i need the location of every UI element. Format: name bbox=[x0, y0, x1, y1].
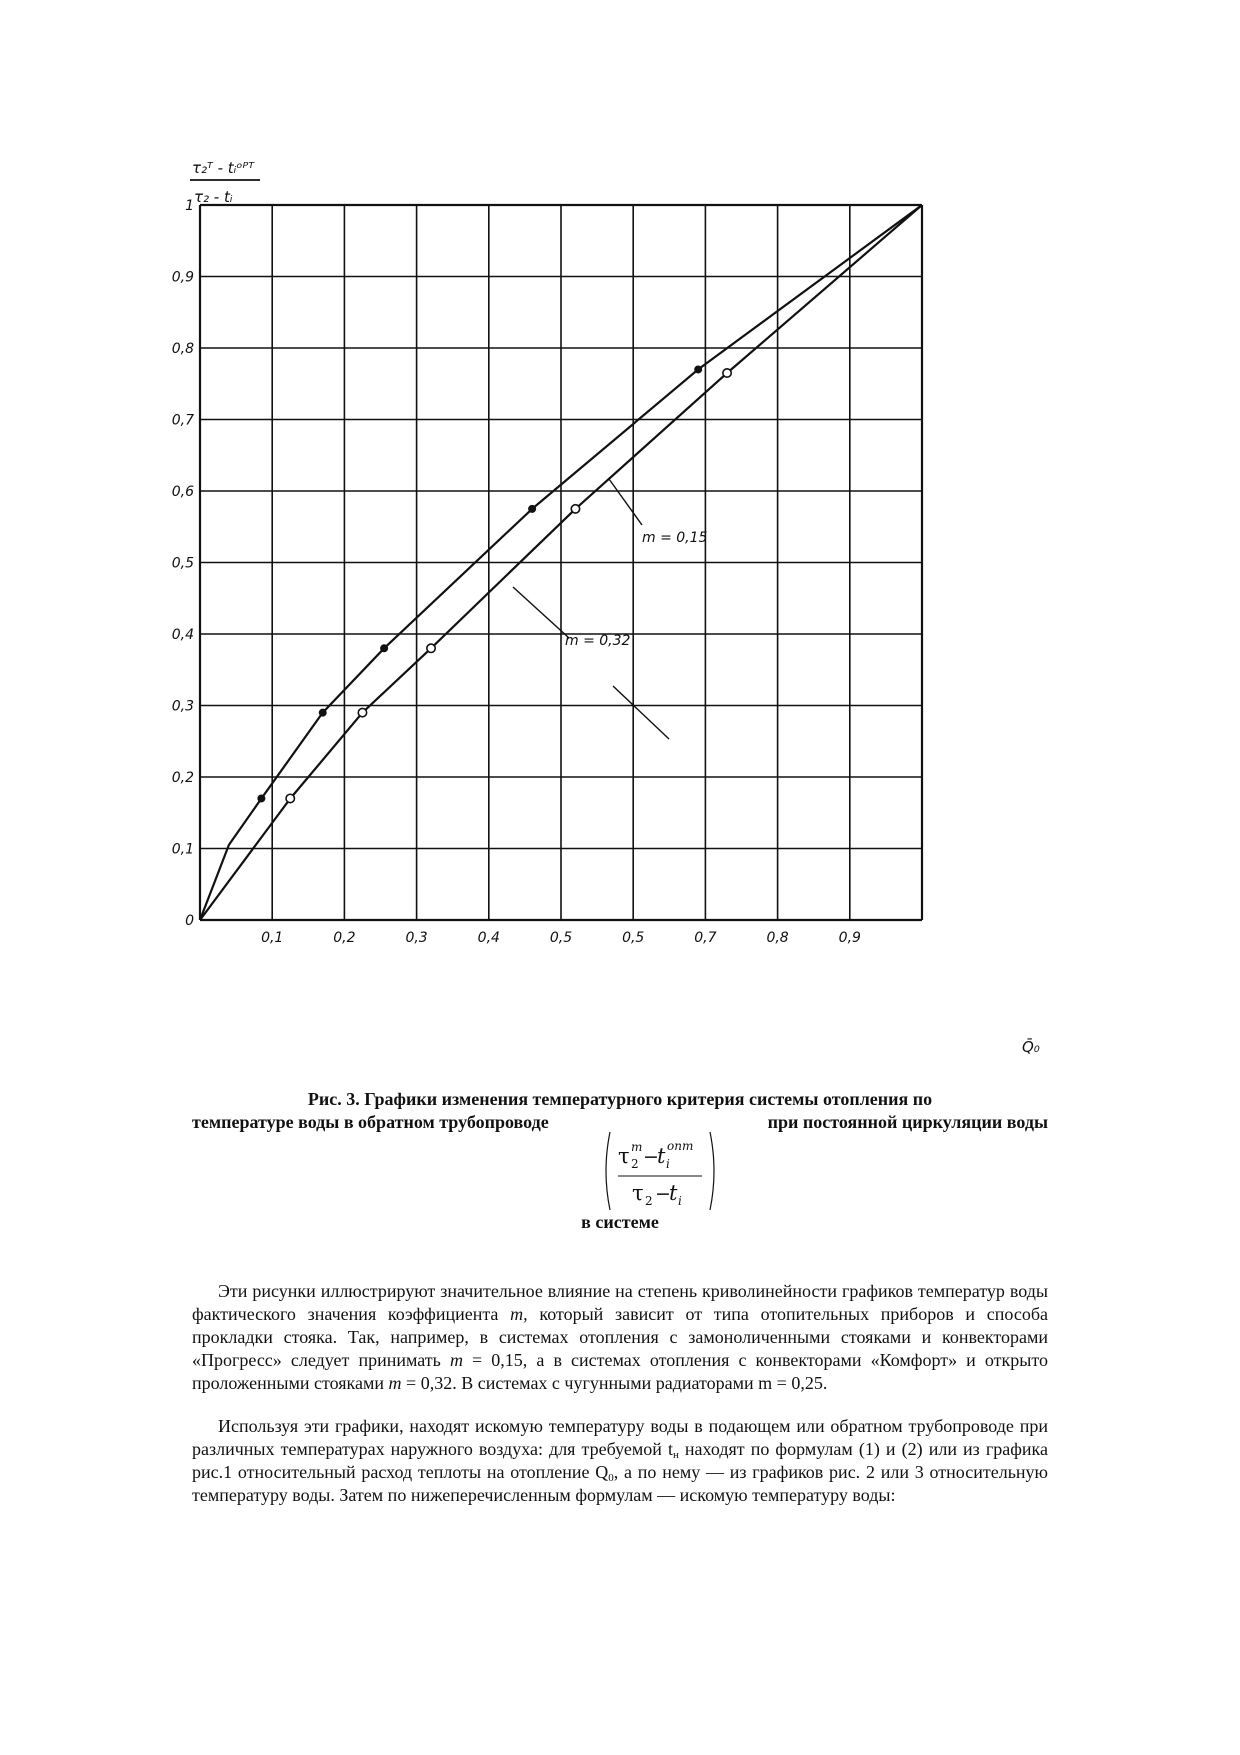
p2-text-c: , а по нему — из графиков рис. 2 или 3 относительную температуру воды. Затем по нижеперечисленным формулам — искомую температуру воды: bbox=[192, 1462, 1048, 1505]
paragraph-2 bbox=[192, 1415, 1048, 1507]
x-axis-label: Q̄₀ bbox=[1022, 1038, 1040, 1056]
x-tick-label: 0,2 bbox=[333, 930, 356, 946]
formula-right-paren bbox=[710, 1132, 714, 1210]
caption-line2-left: температуре воды в обратном трубопроводе bbox=[192, 1112, 549, 1132]
y-axis-label-top: τ₂ᵀ - tᵢᵒᴾᵀ bbox=[192, 159, 254, 177]
x-tick-label: 0,5 bbox=[622, 930, 645, 946]
data-point-filled bbox=[529, 506, 535, 512]
p1-text-d: = 0,32. В системах с чугунными радиаторами m = 0,25. bbox=[401, 1373, 828, 1393]
x-tick-label: 0,8 bbox=[766, 930, 789, 946]
x-tick-label: 0,3 bbox=[405, 930, 428, 946]
formula-den-tau: τ bbox=[632, 1181, 644, 1205]
p1-var-m: m, bbox=[510, 1304, 528, 1324]
annotation-m032: m = 0,32 bbox=[565, 633, 631, 649]
chart-plot bbox=[171, 150, 1080, 1080]
formula-num-tau-sub: 2 bbox=[631, 1157, 639, 1171]
p1-text-b: который зависит от типа отопительных приборов и способа прокладки стояка. Так, например, в системах отопления с замоноличенными стояками и конвекторами «Прогресс» следует принимать bbox=[192, 1304, 1048, 1370]
formula-svg bbox=[600, 1130, 720, 1212]
formula-left-paren bbox=[606, 1132, 610, 1210]
formula-num-t: t bbox=[657, 1144, 666, 1168]
formula-den-tau-sub: 2 bbox=[645, 1194, 653, 1208]
data-point-filled bbox=[320, 709, 326, 715]
annotation-m015: m = 0,15 bbox=[642, 530, 708, 546]
formula-num-tau-sup: m bbox=[631, 1140, 643, 1154]
data-point-filled bbox=[381, 645, 387, 651]
leader-m032-top bbox=[613, 686, 669, 739]
data-point-open bbox=[571, 505, 579, 513]
figure-caption-line1: Рис. 3. Графики изменения температурного критерия системы отопления по bbox=[307, 1089, 933, 1109]
y-axis-label-bottom: τ₂ - tᵢ bbox=[194, 188, 233, 206]
formula-num-minus: − bbox=[643, 1146, 659, 1168]
p1-var-m: m bbox=[449, 1350, 463, 1370]
x-tick-label: 0,7 bbox=[694, 930, 717, 946]
chart-grid bbox=[200, 205, 922, 920]
y-tick-label: 0,5 bbox=[171, 555, 194, 572]
data-point-open bbox=[286, 794, 294, 802]
y-tick-label: 0,4 bbox=[171, 627, 194, 643]
p2-text-a: Используя эти графики, находят искомую температуру воды в подающем или обратном трубопроводе при различных температурах наружного воздуха: для требуемой t bbox=[192, 1416, 1048, 1459]
p1-var-m: m bbox=[388, 1373, 402, 1393]
figure-caption-line3: в системе bbox=[581, 1212, 659, 1232]
x-tick-label: 0,5 bbox=[549, 930, 573, 946]
y-tick-label: 1 bbox=[185, 198, 194, 214]
y-tick-label: 0,3 bbox=[171, 698, 194, 715]
y-tick-label: 0,6 bbox=[171, 484, 194, 500]
formula-num-t-sub: i bbox=[666, 1157, 670, 1171]
y-tick-label: 0,9 bbox=[171, 269, 194, 286]
chart bbox=[171, 150, 1080, 1080]
x-tick-label: 0,9 bbox=[838, 930, 861, 946]
y-tick-label: 0,1 bbox=[171, 841, 194, 858]
formula-num-tau: τ bbox=[618, 1144, 630, 1168]
y-tick-label: 0,8 bbox=[171, 341, 194, 357]
x-tick-label: 0,4 bbox=[477, 930, 500, 946]
y-tick-label: 0 bbox=[185, 913, 194, 929]
x-tick-label: 0,1 bbox=[261, 930, 284, 946]
p1-text-a: Эти рисунки иллюстрируют значительное влияние на степень криволинейности графиков температур воды фактического значения коэффициента bbox=[192, 1281, 1048, 1324]
formula-criterion bbox=[600, 1130, 720, 1212]
data-point-filled bbox=[695, 366, 701, 372]
caption-line2-right: при постоянной циркуляции воды bbox=[767, 1112, 1048, 1132]
p2-subscript-0: 0 bbox=[608, 1472, 614, 1484]
p1-text-c: = 0,15, а в системах отопления с конвекторами «Комфорт» и открыто проложенными стояками bbox=[192, 1350, 1048, 1393]
formula-den-minus: − bbox=[655, 1183, 671, 1205]
y-tick-label: 0,7 bbox=[171, 412, 194, 429]
data-point-open bbox=[723, 369, 731, 377]
y-tick-label: 0,2 bbox=[171, 770, 194, 786]
chart-ticks bbox=[172, 198, 861, 946]
p2-subscript-n: н bbox=[672, 1449, 679, 1461]
formula-num-t-sup: опт bbox=[667, 1139, 694, 1153]
paragraph-1 bbox=[192, 1280, 1048, 1395]
data-point-filled bbox=[258, 795, 264, 801]
data-point-open bbox=[427, 644, 435, 652]
formula-den-t-sub: i bbox=[678, 1194, 682, 1208]
formula-den-t: t bbox=[669, 1181, 678, 1205]
leader-m015 bbox=[609, 479, 642, 525]
data-point-open bbox=[358, 708, 366, 716]
p2-text-b: находят по формулам (1) и (2) или из графика рис.1 относительный расход теплоты на отопление Q bbox=[192, 1439, 1048, 1482]
